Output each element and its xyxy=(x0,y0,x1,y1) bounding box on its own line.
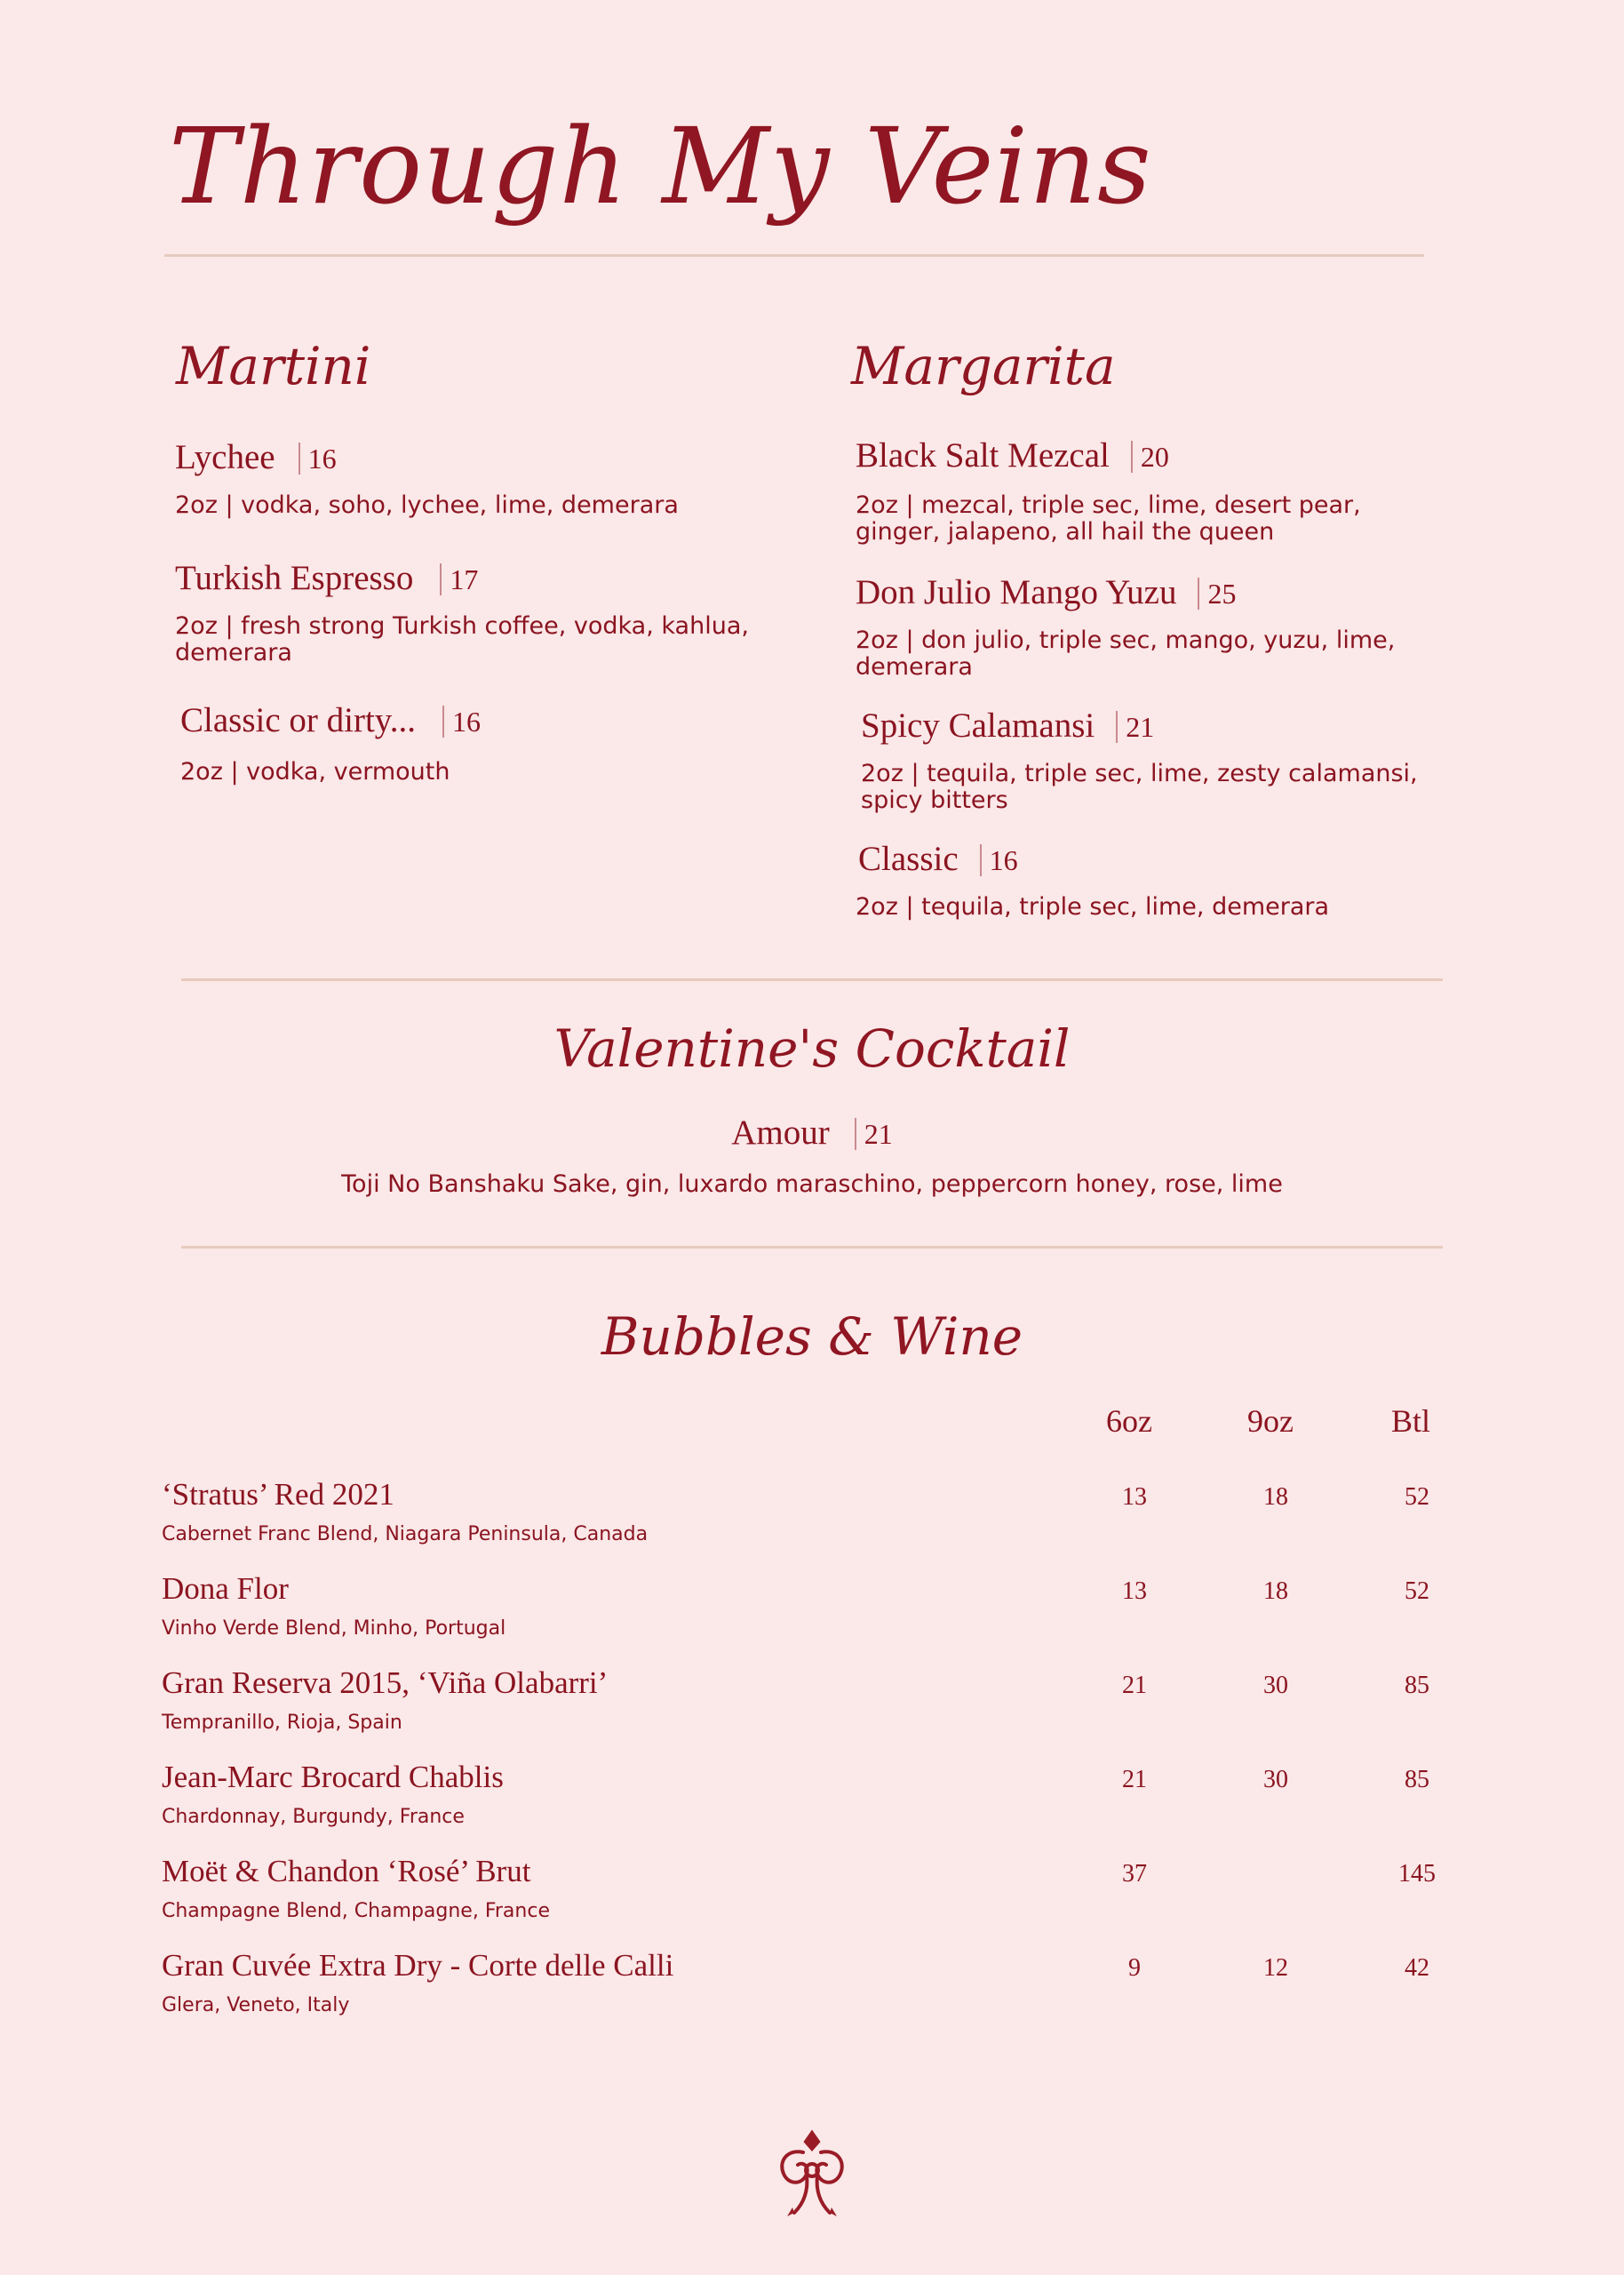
wine-name: Gran Cuvée Extra Dry - Corte delle Calli xyxy=(162,1948,674,1983)
wine-name: Jean-Marc Brocard Chablis xyxy=(162,1760,504,1794)
price-6oz: 21 xyxy=(1122,1766,1147,1793)
column-9oz: 9oz xyxy=(1247,1403,1294,1439)
item-price: 16 xyxy=(980,844,1018,876)
price-9oz: 30 xyxy=(1263,1672,1288,1699)
page-title: Through My Veins xyxy=(169,105,1152,228)
price-6oz: 13 xyxy=(1122,1577,1147,1605)
column-6oz: 6oz xyxy=(1106,1403,1152,1439)
price-btl: 42 xyxy=(1405,1954,1429,1982)
price-6oz: 13 xyxy=(1122,1483,1147,1511)
menu-item-classic-margarita xyxy=(858,839,1018,879)
twin-fish-crest-icon xyxy=(768,2122,856,2220)
item-price: 21 xyxy=(1116,711,1154,743)
item-description: 2oz | tequila, triple sec, lime, zesty calamansi, spicy bitters xyxy=(861,760,1418,814)
price-btl: 52 xyxy=(1405,1483,1429,1511)
wine-heading: Bubbles & Wine xyxy=(601,1306,1023,1367)
menu-item-black-salt-mezcal xyxy=(856,435,1169,475)
title-divider xyxy=(164,254,1424,257)
wine-name: ‘Stratus’ Red 2021 xyxy=(162,1477,394,1512)
price-6oz: 37 xyxy=(1122,1860,1147,1888)
wine-description: Cabernet Franc Blend, Niagara Peninsula, Canada xyxy=(162,1523,649,1545)
menu-item-don-julio-mango-yuzu xyxy=(856,572,1236,612)
price-9oz: 18 xyxy=(1263,1483,1288,1511)
item-description: 2oz | don julio, triple sec, mango, yuzu, lime, demerara xyxy=(856,627,1396,681)
price-btl: 85 xyxy=(1405,1672,1429,1699)
item-name: Black Salt Mezcal xyxy=(856,436,1110,475)
price-6oz: 9 xyxy=(1128,1954,1141,1982)
wine-description: Chardonnay, Burgundy, France xyxy=(162,1806,465,1828)
item-description: 2oz | vodka, vermouth xyxy=(180,758,450,786)
item-name: Classic or dirty... xyxy=(180,701,417,739)
menu-item-amour xyxy=(0,1113,1624,1153)
menu-item-classic-or-dirty xyxy=(180,700,481,740)
price-6oz: 21 xyxy=(1122,1672,1147,1699)
martini-heading: Martini xyxy=(176,336,371,396)
valentine-heading: Valentine's Cocktail xyxy=(553,1018,1071,1079)
item-name: Don Julio Mango Yuzu xyxy=(856,573,1177,611)
section-divider xyxy=(181,978,1443,981)
item-name: Lychee xyxy=(175,438,275,476)
item-name: Classic xyxy=(858,840,959,878)
wine-name: Gran Reserva 2015, ‘Viña Olabarri’ xyxy=(162,1665,609,1700)
wine-name: Moët & Chandon ‘Rosé’ Brut xyxy=(162,1854,531,1888)
item-price: 25 xyxy=(1198,578,1236,610)
price-9oz: 12 xyxy=(1263,1954,1288,1982)
column-btl: Btl xyxy=(1390,1403,1430,1439)
item-description: 2oz | tequila, triple sec, lime, demerara xyxy=(856,893,1330,921)
section-divider xyxy=(181,1246,1443,1249)
menu-item-turkish-espresso xyxy=(175,558,478,598)
item-name: Turkish Espresso xyxy=(175,559,414,597)
price-9oz: 18 xyxy=(1263,1577,1288,1605)
wine-description: Glera, Veneto, Italy xyxy=(162,1994,350,2016)
item-description: 2oz | fresh strong Turkish coffee, vodka, kahlua, demerara xyxy=(175,612,749,667)
item-name: Spicy Calamansi xyxy=(861,706,1095,745)
wine-name: Dona Flor xyxy=(162,1571,289,1606)
margarita-heading: Margarita xyxy=(851,336,1116,396)
item-price: 17 xyxy=(440,563,478,595)
item-price: 20 xyxy=(1131,441,1169,473)
item-price: 21 xyxy=(855,1118,893,1150)
wine-description: Vinho Verde Blend, Minho, Portugal xyxy=(162,1617,506,1640)
item-price: 16 xyxy=(299,443,337,475)
item-price: 16 xyxy=(442,706,481,738)
item-description: 2oz | vodka, soho, lychee, lime, demerara xyxy=(175,491,679,519)
price-btl: 85 xyxy=(1405,1766,1429,1793)
item-name: Amour xyxy=(731,1114,830,1152)
price-btl: 145 xyxy=(1398,1860,1436,1888)
wine-description: Tempranillo, Rioja, Spain xyxy=(162,1712,402,1734)
price-btl: 52 xyxy=(1405,1577,1429,1605)
price-9oz: 30 xyxy=(1263,1766,1288,1793)
item-description: Toji No Banshaku Sake, gin, luxardo maraschino, peppercorn honey, rose, lime xyxy=(341,1170,1283,1198)
menu-item-spicy-calamansi xyxy=(861,706,1154,746)
menu-item-lychee xyxy=(175,437,337,477)
wine-description: Champagne Blend, Champagne, France xyxy=(162,1900,550,1922)
item-description: 2oz | mezcal, triple sec, lime, desert pear, ginger, jalapeno, all hail the queen xyxy=(856,491,1361,546)
